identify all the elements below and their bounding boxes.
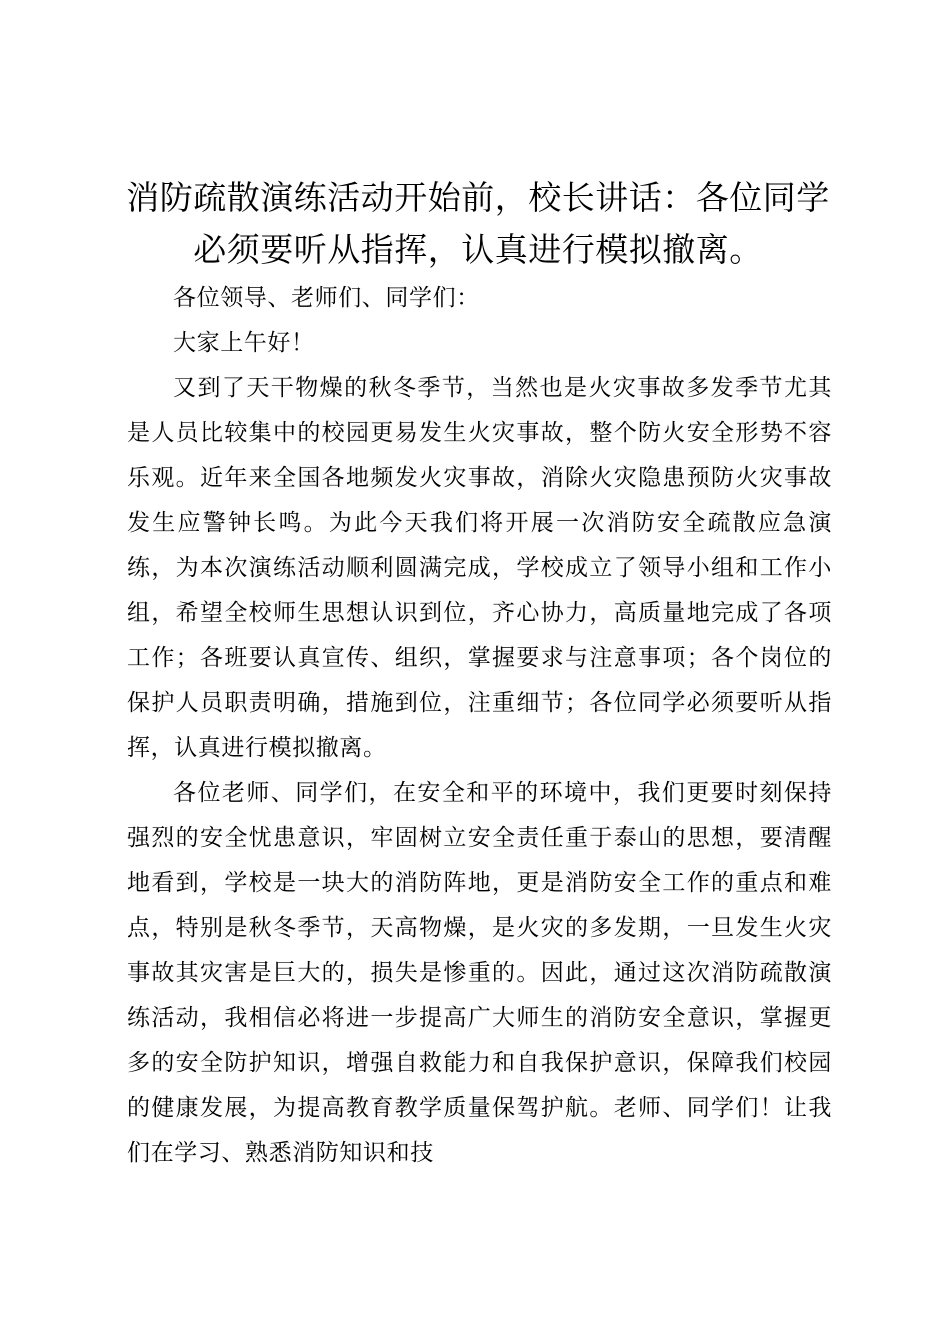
greeting: 大家上午好！ xyxy=(173,330,315,356)
salutation: 各位领导、老师们、同学们： xyxy=(173,285,480,311)
body-paragraph: 各位老师、同学们，在安全和平的环境中，我们更要时刻保持强烈的安全忧患意识，牢固树立安全责任重于泰山的思想，要清醒地看到，学校是一块大的消防阵地，更是消防安全工作的重点和难点，特别是秋冬季节，天高物燥，是火灾的多发期，一旦发生火灾事故其灾害是巨大的，损失是惨重的。因此，通过这次消防疏散演练活动，我相信必将进一步提高广大师生的消防安全意识，掌握更多的安全防护知识，增强自救能力和自我保护意识，保障我们校园的健康发展，为提高教育教学质量保驾护航。老师、同学们！让我们在学习、熟悉消防知识和技 xyxy=(127,780,832,1166)
document-title: 消防疏散演练活动开始前，校长讲话：各位同学必须要听从指挥，认真进行模拟撤离。 xyxy=(126,178,830,269)
document-body xyxy=(127,276,832,1176)
body-paragraph: 又到了天干物燥的秋冬季节，当然也是火灾事故多发季节尤其是人员比较集中的校园更易发生火灾事故，整个防火安全形势不容乐观。近年来全国各地频发火灾事故，消除火灾隐患预防火灾事故发生应警钟长鸣。为此今天我们将开展一次消防安全疏散应急演练，为本次演练活动顺利圆满完成，学校成立了领导小组和工作小组，希望全校师生思想认识到位，齐心协力，高质量地完成了各项工作；各班要认真宣传、组织，掌握要求与注意事项；各个岗位的保护人员职责明确，措施到位，注重细节；各位同学必须要听从指挥，认真进行模拟撤离。 xyxy=(127,375,832,761)
